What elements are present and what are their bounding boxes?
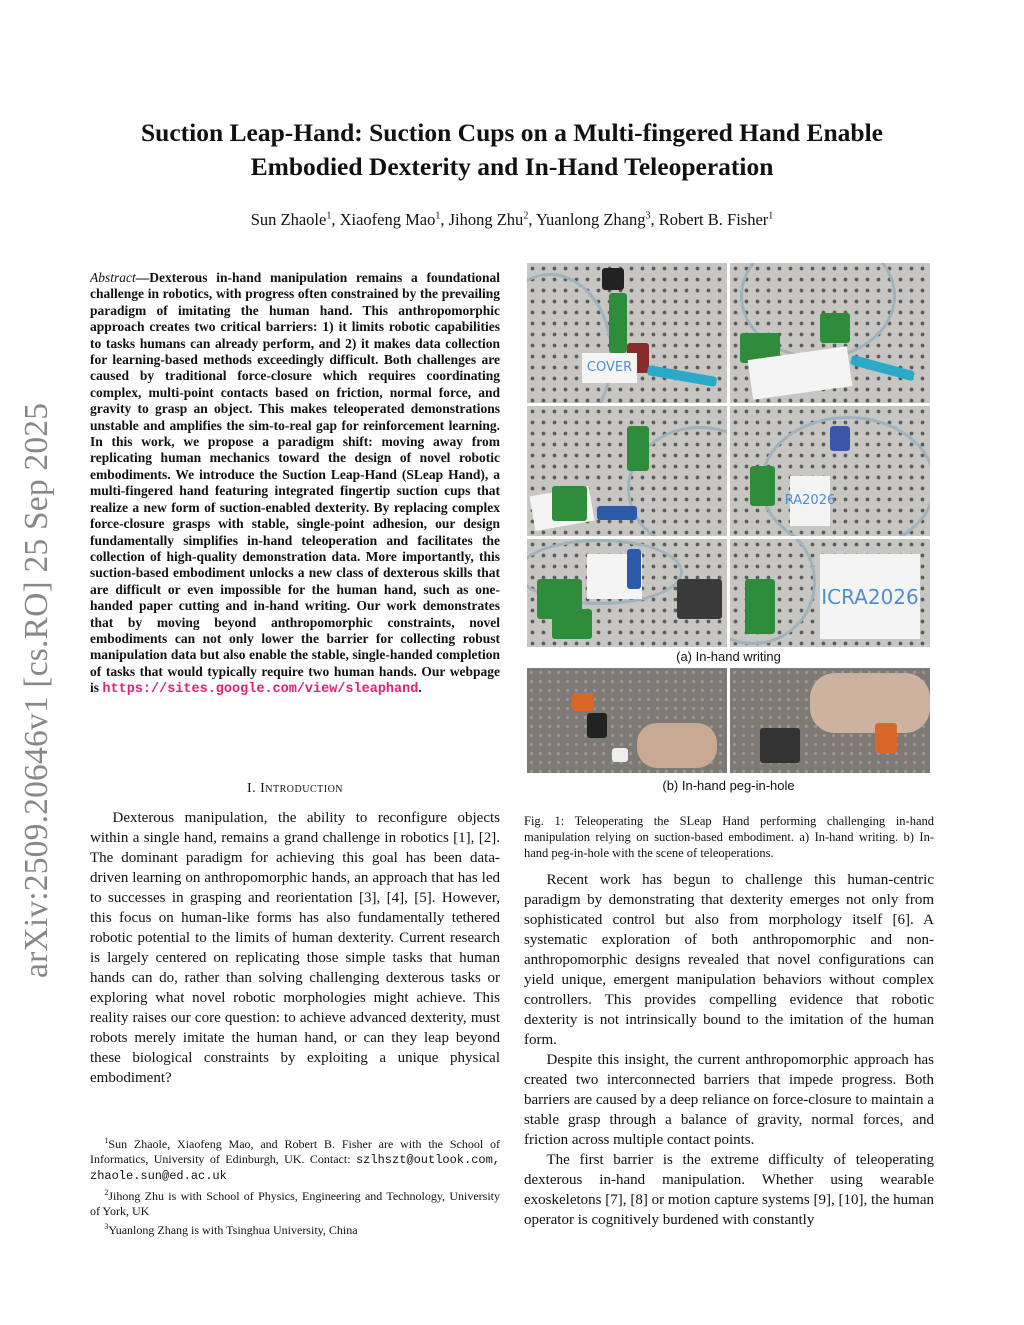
author-affiliation: 2: [523, 210, 529, 222]
robot-finger: [750, 466, 775, 506]
section-title: Introduction: [260, 781, 344, 796]
operator-hand: [637, 723, 717, 768]
paper-note: [820, 554, 920, 639]
title-line-2: Embodied Dexterity and In-Hand Teleoperation: [250, 152, 774, 181]
paragraph: Despite this insight, the current anthropomorphic approach has created two interconnected barriers that impede progress. Both barriers are caused by a deep reliance on force-closure to maintain a stable grasp through a balance of gravity, normal forces, and friction across multiple contact points.: [524, 1052, 934, 1148]
footnotes: [90, 1133, 500, 1238]
robot-finger: [760, 728, 800, 763]
robot-finger: [875, 723, 897, 753]
marker: [627, 549, 641, 589]
tube: [527, 273, 613, 403]
photo-peg-1: [527, 668, 727, 773]
section-heading-introduction: [90, 781, 500, 797]
abstract-text: Dexterous in-hand manipulation remains a foundational challenge in robotics, with progress often constrained by the prevailing paradigm of imitating the human hand. This anthropomorphic approach creates two critical barriers: 1) it limits robotic capabilities to tasks humans can already perform, and 2) it makes data collection for learning-based methods exceedingly difficult. Both challenges are caused by traditional force-closure which requires coordinating complex, multi-point contacts based on friction, normal force, and gravity to grasp an object. This makes teleoperated demonstrations unstable and amplifies the sim-to-real gap for reinforcement learning. In this work, we propose a paradigm shift: moving away from replicating human mechanics toward the design of novel robotic embodiments. We introduce the Suction Leap-Hand (SLeap Hand), a multi-fingered hand featuring integrated fingertip suction cups that realize a new form of suction-enabled dexterity. By replacing complex force-closure grasps with stable, single-point adhesion, our design fundamentally simplifies in-hand teleoperation and facilitates the collection of high-quality demonstration data. More importantly, this suction-based embodiment unlocks a new class of dexterous skills that are difficult or even impossible for the human hand, such as one-handed paper cutting and in-hand writing. Our work demonstrates that by moving beyond anthropomorphic constraints, novel embodiments can not only lower the barrier for collecting robust manipulation data but also enable the stable, single-handed completion of tasks that would typically require two human hands. Our webpage is: [90, 270, 500, 696]
section-number: I.: [246, 781, 257, 796]
note-text: RA: [784, 492, 803, 508]
paper-note: [784, 476, 836, 526]
note-text: COVER: [586, 359, 633, 375]
right-column-body: [524, 870, 934, 1230]
author-affiliation: 1: [435, 210, 441, 222]
footnote-mark: 1: [104, 1136, 109, 1145]
contact-emails[interactable]: szlhszt@outlook.com, zhaole.sun@ed.ac.uk: [90, 1153, 501, 1184]
robot-finger: [602, 268, 624, 290]
note-text: 2026: [867, 584, 919, 609]
note-text: ICRA: [821, 584, 868, 609]
footnote-1: [90, 1133, 500, 1185]
robot-finger: [587, 713, 607, 738]
photo-writing-1: [527, 263, 727, 403]
author-list: Sun Zhaole$^1$, Xiaofeng Mao$^1$, Jihong Zhu$^2$, Yuanlong Zhang$^3$, Robert B. Fisher$^1$: [250, 210, 774, 229]
author: Sun Zhaole: [250, 210, 327, 229]
subcaption-a: (a) In-hand writing: [676, 649, 781, 664]
footnote-3: [90, 1219, 500, 1238]
photo-peg-2: [730, 668, 930, 773]
photo-writing-2: [730, 263, 930, 403]
author: Xiaofeng Mao: [339, 210, 436, 229]
robot-finger: [627, 426, 649, 471]
robot-finger: [677, 579, 722, 619]
arxiv-identifier: arXiv:2509.20646v1 [cs.RO] 25 Sep 2025: [18, 402, 55, 978]
robot-finger: [609, 293, 627, 353]
robot-finger: [745, 579, 775, 634]
paper-note: [582, 353, 637, 383]
operator-hand: [810, 673, 930, 733]
footnote-text: Yuanlong Zhang is with Tsinghua University, China: [108, 1223, 358, 1238]
note-text: 2026: [802, 492, 836, 508]
peg-block: [612, 748, 628, 762]
author-affiliation: 3: [645, 210, 651, 222]
paragraph: Recent work has begun to challenge this human-centric paradigm by demonstrating that dexterity emerges not only from sophisticated control but also from morphology itself [6]. A systematic exploration of both anthropomorphic and non-anthropomorphic designs revealed that novel configurations can yield unique, emergent manipulation behaviors without complex controllers. This provides compelling evidence that robotic dexterity is not intrinsically bound to the imitation of the human form.: [524, 872, 934, 1048]
figure-caption: Fig. 1: Teleoperating the SLeap Hand performing challenging in-hand manipulation relying on suction-based embodiment. a) In-hand writing. b) In-hand peg-in-hole with the scene of teleoperations.: [524, 814, 934, 860]
subcaption-b: (b) In-hand peg-in-hole: [662, 778, 795, 793]
marker: [647, 365, 718, 387]
abstract: [90, 270, 500, 699]
robot-finger: [572, 693, 594, 711]
robot-finger: [552, 486, 587, 521]
paragraph: The first barrier is the extreme difficulty of teleoperating dexterous in-hand manipulation. Whether using wearable exoskeletons [7], [8] or motion capture systems [9], [10], the human operator is cognitively burdened with constantly: [524, 1152, 934, 1228]
author-affiliation: 1: [326, 210, 332, 222]
footnote-mark: 2: [104, 1187, 109, 1197]
abstract-label: Abstract: [90, 270, 136, 285]
photo-writing-4: [730, 406, 930, 536]
author: Yuanlong Zhang: [535, 210, 646, 229]
robot-finger: [820, 313, 850, 343]
author: Robert B. Fisher: [658, 210, 769, 229]
photo-writing-5: [527, 539, 727, 647]
title-line-1: Suction Leap-Hand: Suction Cups on a Multi-fingered Hand Enable: [140, 118, 883, 147]
author: Jihong Zhu: [448, 210, 524, 229]
robot-finger: [552, 609, 592, 639]
footnote-2: [90, 1185, 500, 1219]
abstract-dash: —: [135, 270, 150, 285]
marker: [597, 506, 637, 520]
footnote-mark: 3: [104, 1222, 109, 1232]
abstract-end: .: [418, 680, 422, 696]
paragraph: Dexterous manipulation, the ability to reconfigure objects within a single hand, remains a grand challenge in robotics [1], [2]. The dominant paradigm for achieving this goal has been data-driven learning on anthropomorphic hands, an approach that has led to successes in grasping and reorientation [3], [4], [5]. However, this focus on human-like forms has also fundamentally tethered robotic potential to the limits of human dexterity. Current research is largely centered on replicating those simple tasks that human hands can do, rather than solving challenging dexterous tasks or exploring what novel robotic morphologies might achieve. This reality raises our core question: to achieve advanced dexterity, must robots merely imitate the human hand, or can they leap beyond these biological constraints by exploiting a unique physical embodiment?: [90, 810, 500, 1086]
footnote-text: Sun Zhaole, Xiaofeng Mao, and Robert B. Fisher are with the School of Informatics, University of Edinburgh, UK. Contact:: [90, 1137, 500, 1167]
webpage-link[interactable]: https://sites.google.com/view/sleaphand: [102, 682, 419, 698]
author-affiliation: 1: [768, 210, 774, 222]
footnote-text: Jihong Zhu is with School of Physics, Engineering and Technology, University of York, UK: [90, 1188, 500, 1218]
photo-writing-6: [730, 539, 930, 647]
paper-title: [80, 116, 944, 184]
introduction-body: [90, 808, 500, 1088]
robot-finger: [830, 426, 850, 451]
marker: [850, 355, 915, 381]
photo-writing-3: [527, 406, 727, 536]
